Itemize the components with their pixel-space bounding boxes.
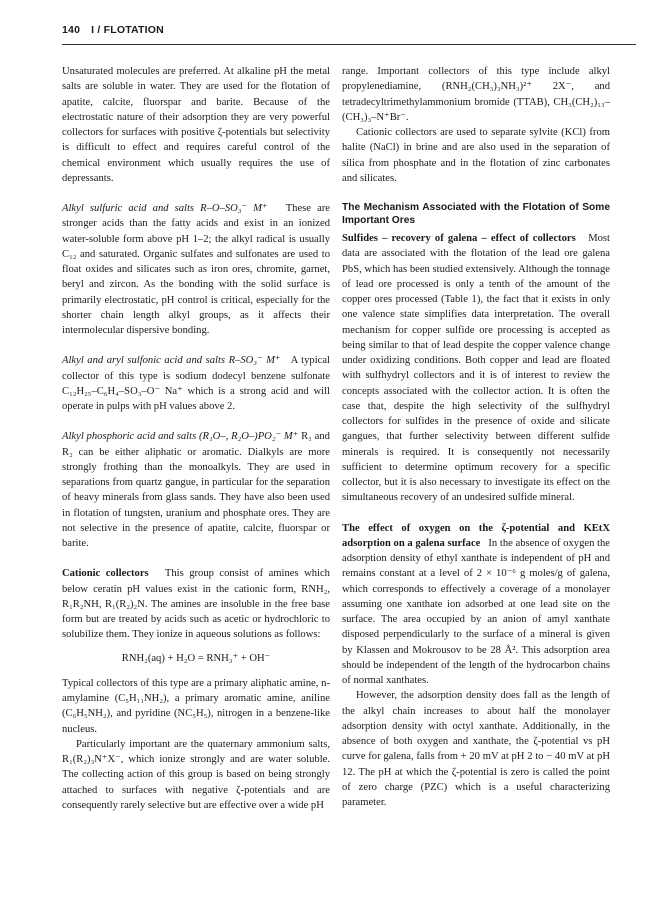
left-paragraph-1: Unsaturated molecules are preferred. At alkaline pH the metal salts are soluble in water. They are used for the flotation of apatite, calcite, fluorspar and barite. Because of the electrostatic nature of their adsorption they are very powerful collectors for surfaces with positive ζ-potentials but selectivity is difficult to effect and requires careful control of the chemical environment which usually requires the use of depressants. bbox=[62, 66, 330, 184]
left-column bbox=[62, 64, 330, 813]
left-paragraph-6: Typical collectors of this type are a primary aliphatic amine, n-amylamine (C₅H₁₁NH₂), a primary aromatic amine, aniline (C₆H₅NH₂), and pyridine (NC₅H₅), nitrogen in a benzene-like nucleus. bbox=[62, 677, 330, 735]
oxygen-effect-body: In the absence of oxygen the adsorption density of ethyl xanthate is independent of pH and remains constant at a level of 2 × 10⁻⁶ g moles/g of galena, which corresponds to effectively a coverage of a monolayer assuming one xanthate ion adsorbed at one lead site on the surface. The area occupied by an anion of amyl xanthate disposed perpendicularly to the surface of a mineral is given by Klassen and Mokrousov to be 28 Å². This adsorption area should be independent of the length of the hydrocarbon chains of normal xanthates. bbox=[342, 537, 610, 686]
left-paragraph-7: Particularly important are the quaternary ammonium salts, R₁(R₂)₃N⁺X⁻, which ionize strongly and are water soluble. The collecting action of this group is based on being strongly attached to surfaces with negative ζ-potentials and are consequently rarely selective but are effective over a wide pH bbox=[62, 738, 330, 811]
alkyl-sulfuric-body: These are stronger acids than the fatty acids and exist in an ionized water-soluble form above pH 1–2; the alkyl radical is usually C₁₂ and saturated. Organic sulfates and sulfonates are used to float oxides and silicates such as iron ores, chromite, garnet, beryl and zircon. As the bonding with the solid surface is primarily electrostatic, pH control is critical, especially for the shorter chain length alkyl groups, as it affects their intermolecular dispersive bonding. bbox=[62, 203, 331, 336]
cationic-collectors-lead: Cationic collectors bbox=[62, 568, 149, 580]
cationic-collectors-body: This group consist of amines which below ceratin pH values exist in the cationic form, RNH₂, R₁R₂NH, R₁(R₂)₂N. The amines are insoluble in the free base form but are treated by acids such as acetic or hydrochloric to solubilize them. They ionize in aqueous solutions as follows: bbox=[62, 568, 330, 641]
left-paragraph-5 bbox=[62, 566, 330, 642]
section-heading: The Mechanism Associated with the Flotation of Some Important Ores bbox=[342, 202, 610, 226]
right-paragraph-1: range. Important collectors of this type include alkyl propylenediamine, (RNH₂(CH₃)₃NH₃)²⁺ 2X⁻, and tetradecyltrimethylammonium bromide (TTAB), CH₃(CH₂)₁₃–(CH₃)₃–N⁺Br⁻. bbox=[342, 66, 610, 123]
phosphoric-body: R₁ and R₂ can be either aliphatic or aromatic. Dialkyls are more strongly frothing than the monoalkyls. They are used in separations from quartz gangue, in particular for the separation of heavy minerals from glass sands. They have also been used in flotation of tungsten, uranium and phosphate ores. They are not selective in the presence of apatite, calcite, fluorspar or barite. bbox=[62, 431, 330, 549]
right-paragraph-3 bbox=[342, 231, 610, 506]
oxygen-effect-lead: The effect of oxygen on the ζ-potential and KEtX adsorption on a galena surface bbox=[342, 522, 610, 549]
amine-ionization-equation: RNH₂(aq) + H₂O = RNH₃⁺ + OH⁻ bbox=[121, 652, 271, 664]
left-paragraph-4 bbox=[62, 429, 330, 551]
section-title: I / FLOTATION bbox=[91, 24, 164, 36]
right-paragraph-4 bbox=[342, 521, 610, 689]
right-paragraph-5: However, the adsorption density does fall as the length of the alkyl chain increases to about half the monolayer adsorption density with octyl xanthate. Additionally, in the absence of both oxygen and xanthate, the ζ-potential vs pH curve for galena, falls from + 20 mV at pH 2 to − 40 mV at pH 12. The pH at which the ζ-potential is zero is called the point of zero charge (PZC) which is a useful characterizing parameter. bbox=[342, 690, 610, 808]
left-paragraph-2 bbox=[62, 201, 330, 338]
galena-collectors-body: Most data are associated with the flotation of the lead ore galena PbS, which has been studied extensively. Although the tonnage of lead ore processed is only a tenth of the amount of the copper ores processed (Table 1), the fact that it exists in only one valence state simplifies data interpretation. The overall mechanism for copper sulfide ore processing is accepted as being similar to that of lead despite the copper valence change under oxidizing conditions. Both copper and lead are floated with sulfhydryl collectors and it is of interest to review the concepts associated with the collector action. It is often the case that, despite the high selectivity of the sulfhydryl collectors for sulfides in the presence of oxide and silicate gangues, that further selectivity between different sulfide minerals is required. It is consequently not necessarily sufficient to determine optimum recovery for a specific collector, but it is also necessary to investigate its effect on the simultaneous recovery of an undesired sulfide mineral. bbox=[342, 233, 610, 504]
right-paragraph-2: Cationic collectors are used to separate sylvite (KCl) from halite (NaCl) in brine and are also used in the separation of silica from phosphate and in the flotation of zinc carbonates and silicates. bbox=[342, 127, 610, 184]
header-rule bbox=[62, 44, 636, 45]
alkyl-sulfuric-lead: Alkyl sulfuric acid and salts R–O–SO₃⁻ M⁺ bbox=[62, 203, 268, 214]
page-number: 140 bbox=[62, 24, 81, 36]
right-column bbox=[342, 64, 610, 810]
left-paragraph-3 bbox=[62, 353, 330, 414]
sulfonic-body: A typical collector of this type is sodium dodecyl benzene sulfonate C₁₂H₂₅–C₆H₄–SO₃–O⁻ Na⁺ which is a strong acid and will operate in pulps with pH values above 2. bbox=[62, 355, 330, 412]
sulfonic-lead: Alkyl and aryl sulfonic acid and salts R–SO₃⁻ M⁺ bbox=[62, 355, 281, 367]
galena-collectors-lead: Sulfides – recovery of galena – effect of collectors bbox=[342, 233, 576, 244]
phosphoric-lead: Alkyl phosphoric acid and salts (R₁O–, R₂O–)PO₂⁻ M⁺ bbox=[62, 431, 299, 443]
running-head bbox=[62, 24, 636, 44]
